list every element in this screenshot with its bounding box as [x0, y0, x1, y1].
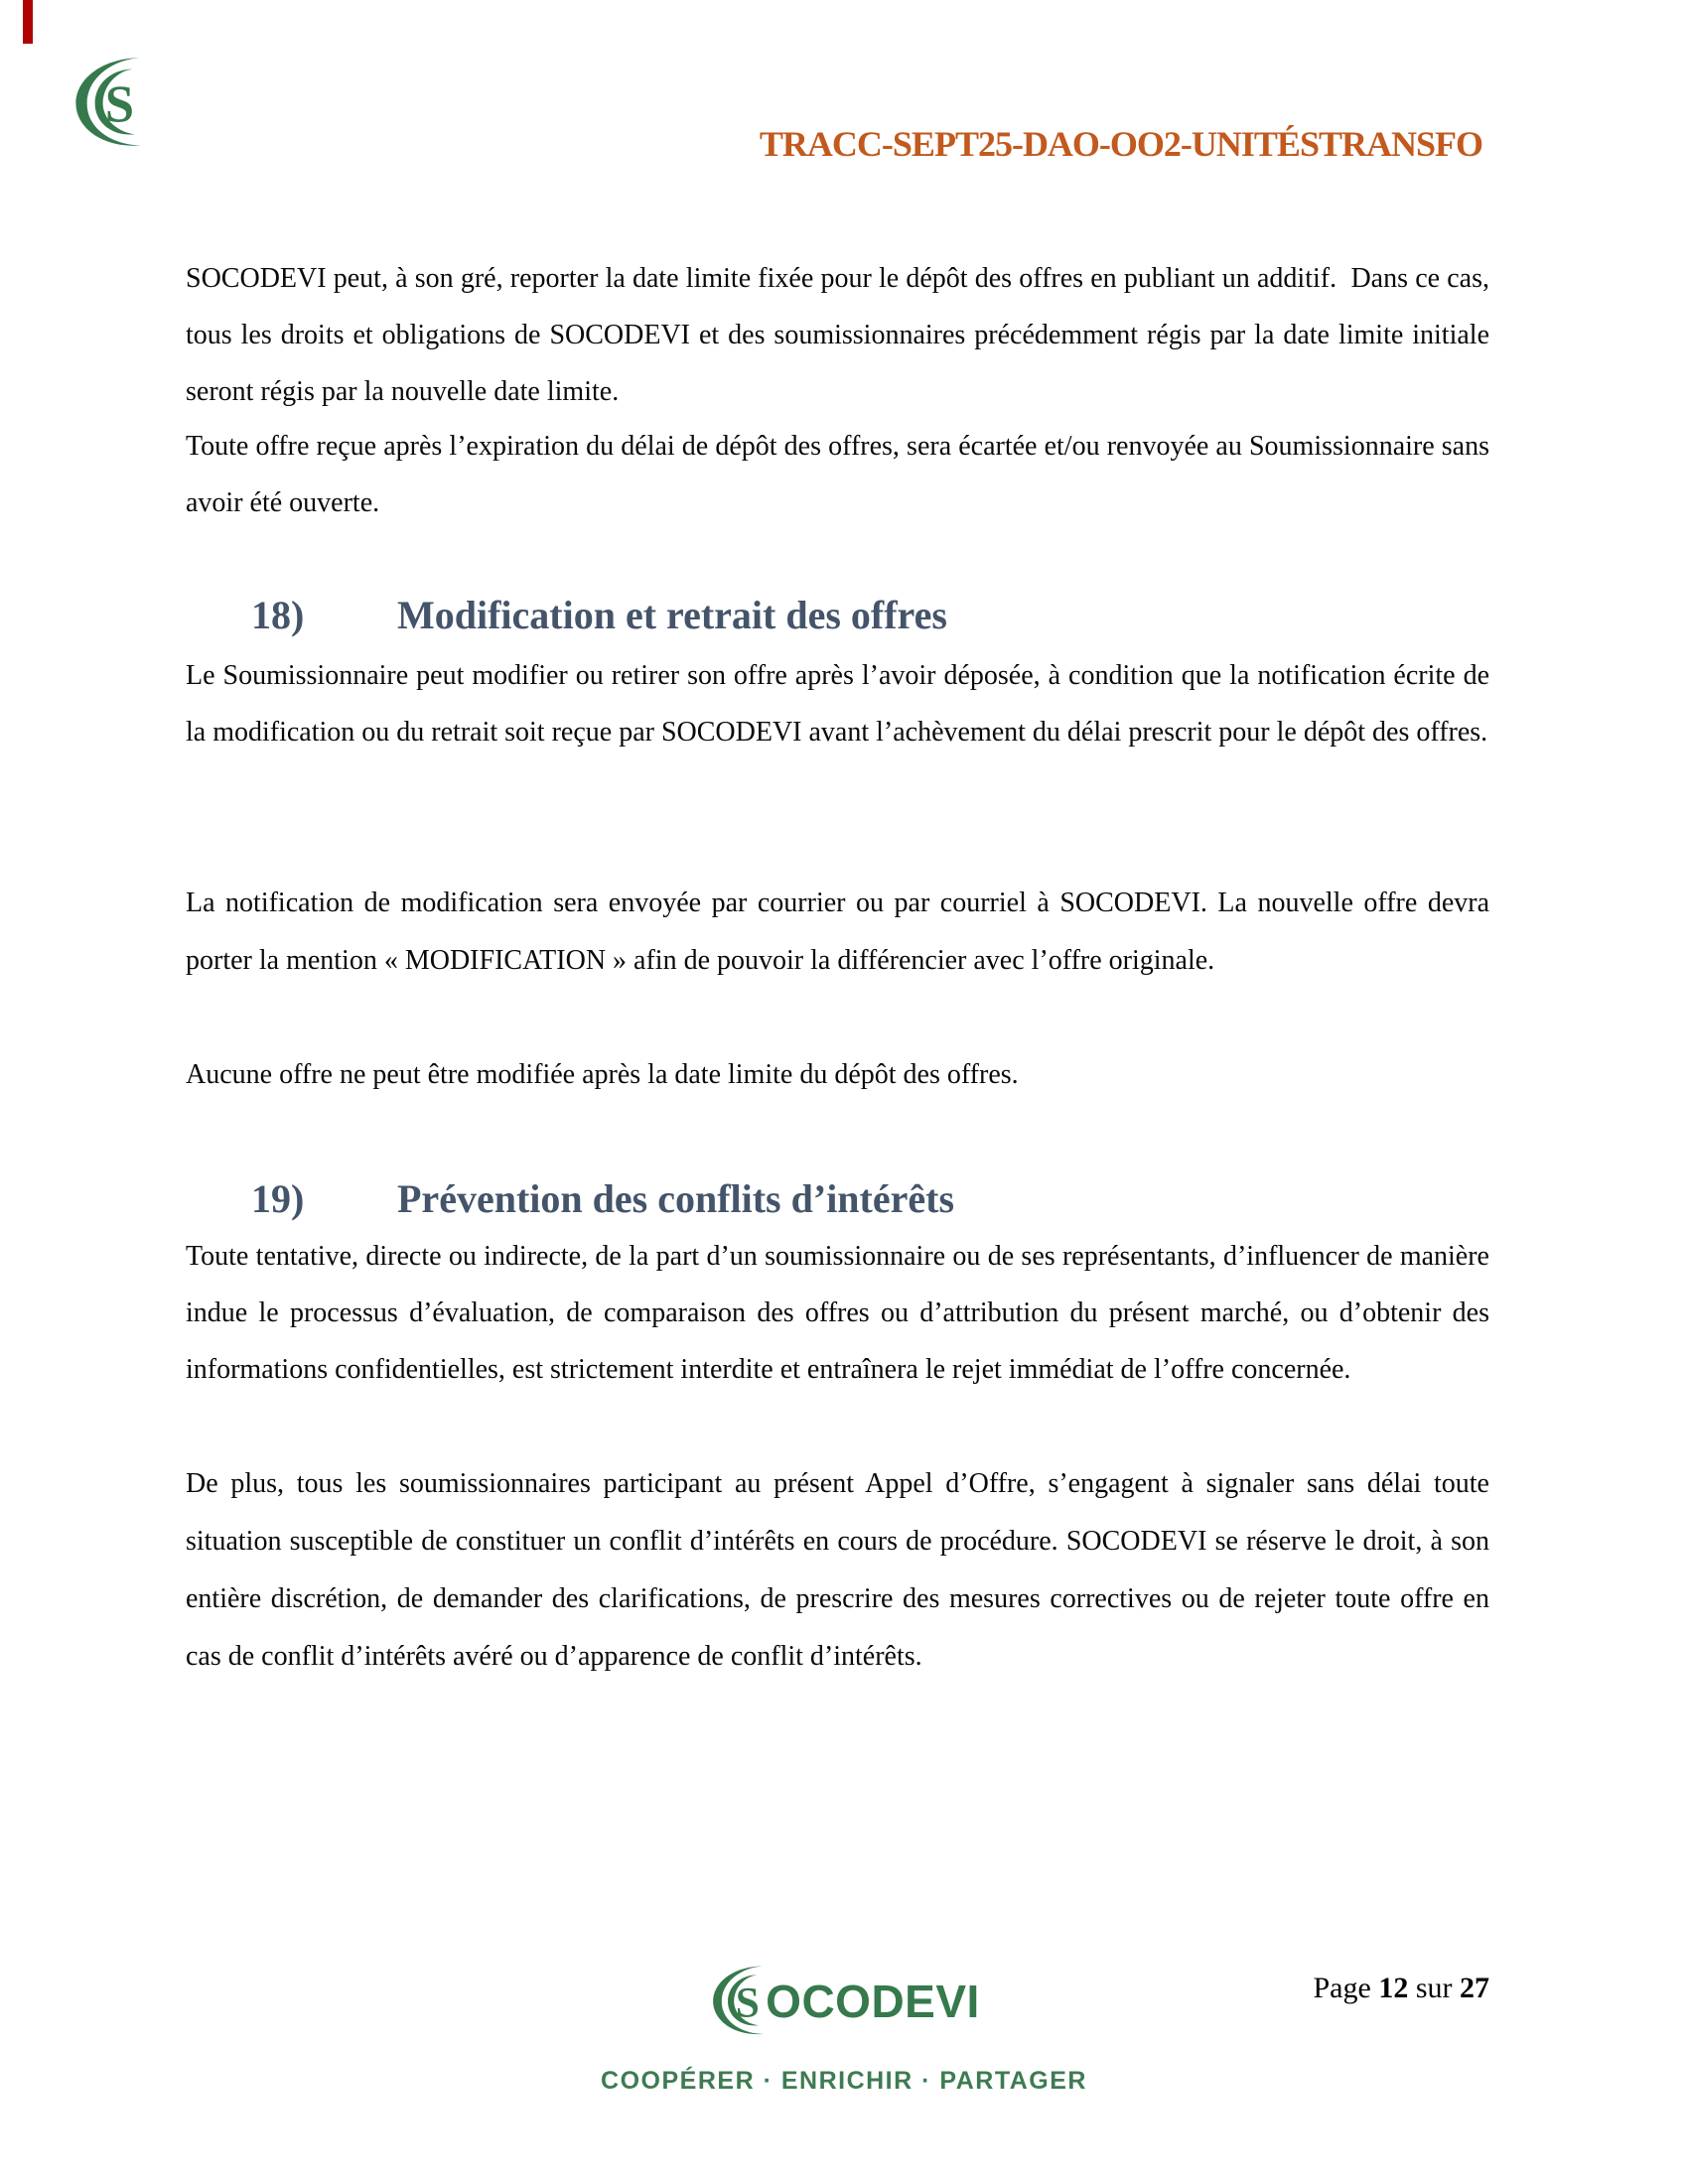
document-reference: TRACC-SEPT25-DAO-OO2-UNITÉSTRANSFO	[759, 124, 1482, 164]
page-total: 27	[1460, 1972, 1489, 2004]
paragraph-no-modification: Aucune offre ne peut être modifiée après la date limite du dépôt des offres.	[186, 1059, 1019, 1090]
section-heading-19	[186, 1175, 1555, 1223]
socodevi-globe-icon	[70, 55, 149, 152]
globe-s-icon	[70, 55, 149, 152]
page-current: 12	[1378, 1972, 1409, 2004]
page-label: Page	[1313, 1972, 1371, 2004]
logo-letter: S	[735, 1979, 760, 2027]
paragraph-deadline-extension: SOCODEVI peut, à son gré, reporter la date limite fixée pour le dépôt des offres en publiant un additif. Dans ce cas, tous les droits et obligations de SOCODEVI et des soumissionnaires précédemment régis par la date limite initiale seront régis par la nouvelle date limite.	[186, 263, 1489, 407]
page-number	[1314, 1972, 1490, 2005]
logo-letter: S	[104, 75, 135, 134]
socodevi-footer-logo	[708, 1964, 980, 2039]
section-title: Prévention des conflits d’intérêts	[397, 1176, 955, 1221]
globe-s-icon	[708, 1964, 770, 2039]
red-marker	[23, 0, 33, 44]
paragraph-conflict-reporting: De plus, tous les soumissionnaires participant au présent Appel d’Offre, s’engagent à signaler sans délai toute situation susceptible de constituer un conflit d’intérêts en cours de procédure. SOCODEVI se réserve le droit, à son entière discrétion, de demander des clarifications, de prescrire des mesures correctives ou de rejeter toute offre en cas de conflit d’intérêts avéré ou d’apparence de conflit d’intérêts.	[186, 1468, 1489, 1672]
paragraph-modification-notice: La notification de modification sera envoyée par courrier ou par courriel à SOCODEVI. La nouvelle offre devra porter la mention « MODIFICATION » afin de pouvoir la différencier avec l’offre originale.	[186, 887, 1489, 976]
page-of-label: sur	[1415, 1972, 1453, 2004]
paragraph-conflict-prohibition: Toute tentative, directe ou indirecte, de la part d’un soumissionnaire ou de ses représentants, d’influencer de manière indue le processus d’évaluation, de comparaison des offres ou d’attribution du présent marché, ou d’obtenir des informations confidentielles, est strictement interdite et entraînera le rejet immédiat de l’offre concernée.	[186, 1241, 1489, 1385]
section-heading-18	[186, 592, 1555, 639]
footer-tagline: COOPÉRER · ENRICHIR · PARTAGER	[601, 2067, 1087, 2095]
logo-wordmark: OCODEVI	[766, 1976, 980, 2027]
section-number: 18)	[251, 593, 305, 637]
section-title: Modification et retrait des offres	[397, 593, 947, 637]
paragraph-late-offers: Toute offre reçue après l’expiration du délai de dépôt des offres, sera écartée et/ou renvoyée au Soumissionnaire sans avoir été ouverte.	[186, 431, 1489, 518]
section-number: 19)	[251, 1176, 305, 1221]
paragraph-modification-rights: Le Soumissionnaire peut modifier ou retirer son offre après l’avoir déposée, à condition que la notification écrite de la modification ou du retrait soit reçue par SOCODEVI avant l’achèvement du délai prescrit pour le dépôt des offres.	[186, 660, 1489, 748]
